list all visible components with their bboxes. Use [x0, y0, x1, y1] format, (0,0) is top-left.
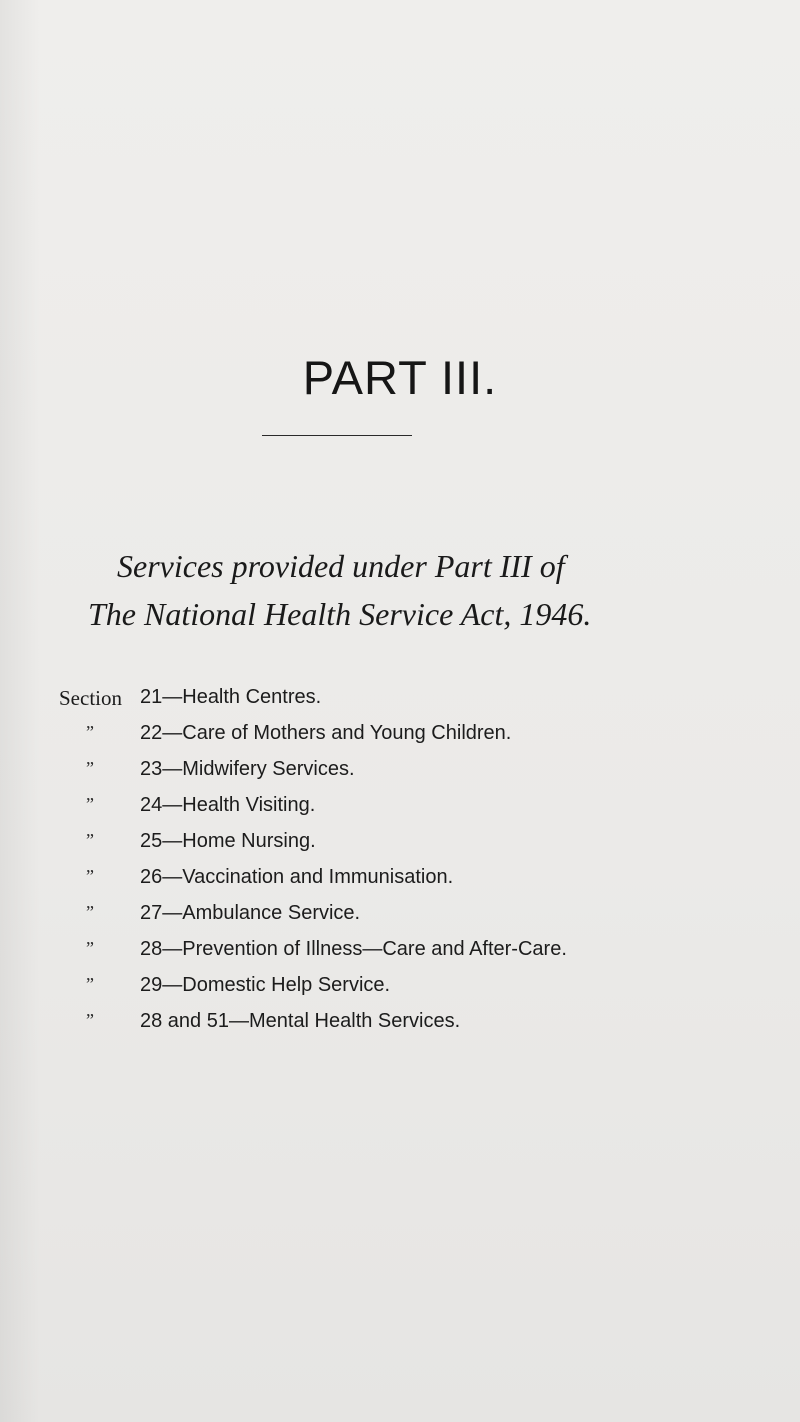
subtitle-line-1: Services provided under Part III of	[117, 548, 565, 584]
section-entry: 27—Ambulance Service.	[140, 902, 361, 924]
section-entry: 25—Home Nursing.	[140, 830, 316, 852]
ditto-mark: ”	[86, 938, 94, 958]
subtitle-line-2: The National Health Service Act, 1946.	[88, 596, 592, 632]
section-entry: 24—Health Visiting.	[140, 794, 316, 816]
ditto-mark: ”	[86, 758, 94, 778]
section-label: Section	[59, 686, 122, 710]
ditto-mark: ”	[86, 1010, 94, 1030]
section-entry: 28 and 51—Mental Health Services.	[140, 1010, 461, 1032]
ditto-mark: ”	[86, 722, 94, 742]
section-entry: 22—Care of Mothers and Young Children.	[140, 722, 512, 744]
section-entry: 29—Domestic Help Service.	[140, 974, 391, 996]
ditto-mark: ”	[86, 902, 94, 922]
heading-divider	[262, 435, 412, 436]
ditto-mark: ”	[86, 830, 94, 850]
ditto-mark: ”	[86, 974, 94, 994]
section-entry: 26—Vaccination and Immunisation.	[140, 866, 454, 888]
section-entry: 28—Prevention of Illness—Care and After-Care.	[140, 938, 567, 960]
ditto-mark: ”	[86, 866, 94, 886]
section-entry: 23—Midwifery Services.	[140, 758, 355, 780]
section-entry: 21—Health Centres.	[140, 686, 322, 708]
ditto-mark: ”	[86, 794, 94, 814]
part-heading: PART III.	[302, 351, 498, 404]
